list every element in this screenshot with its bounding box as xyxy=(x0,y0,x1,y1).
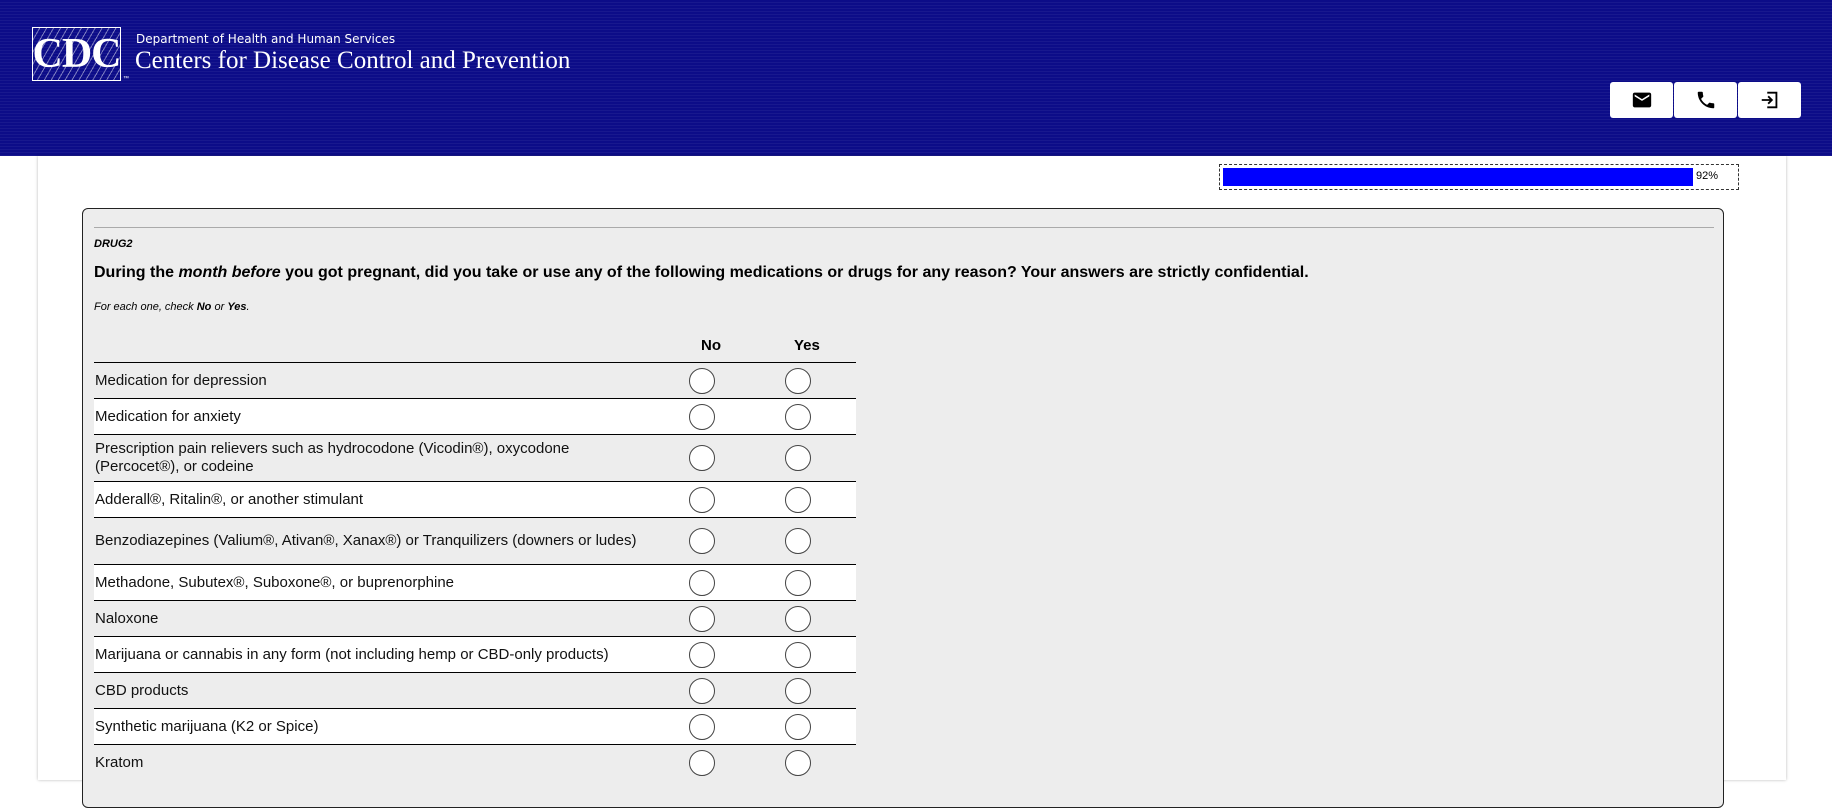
question-text-part1: During the xyxy=(94,264,179,281)
row-label: Synthetic marijuana (K2 or Spice) xyxy=(95,717,319,735)
mail-icon xyxy=(1631,89,1653,111)
question-text xyxy=(94,264,1309,282)
instr-part1: For each one, check xyxy=(94,301,197,313)
question-panel xyxy=(82,208,1724,808)
radio-no[interactable] xyxy=(689,528,715,554)
progress-bar xyxy=(1219,164,1739,190)
agency-name: Centers for Disease Control and Prevention xyxy=(135,47,571,74)
phone-button[interactable] xyxy=(1674,82,1737,118)
row-label: Medication for depression xyxy=(95,371,267,389)
radio-yes[interactable] xyxy=(785,678,811,704)
email-button[interactable] xyxy=(1610,82,1673,118)
site-header xyxy=(0,0,1832,156)
radio-yes[interactable] xyxy=(785,445,811,471)
matrix-row xyxy=(94,672,856,708)
radio-yes[interactable] xyxy=(785,570,811,596)
radio-no[interactable] xyxy=(689,487,715,513)
radio-no[interactable] xyxy=(689,606,715,632)
question-text-part2: you got pregnant, did you take or use any of the following medications or drugs for any reason? Your answers are strictly confidential. xyxy=(280,264,1309,281)
row-label: Methadone, Subutex®, Suboxone®, or buprenorphine xyxy=(95,573,455,591)
row-label: Prescription pain relievers such as hydrocodone (Vicodin®), oxycodone (Percocet®), or codeine xyxy=(95,440,570,475)
logo-trademark: ™ xyxy=(123,76,129,82)
row-label: Medication for anxiety xyxy=(95,407,241,425)
progress-fill xyxy=(1223,168,1693,186)
radio-no[interactable] xyxy=(689,570,715,596)
row-label: Marijuana or cannabis in any form (not including hemp or CBD-only products) xyxy=(95,645,609,663)
row-label: Naloxone xyxy=(95,609,159,627)
radio-yes[interactable] xyxy=(785,487,811,513)
radio-yes[interactable] xyxy=(785,750,811,776)
instr-end: . xyxy=(246,301,250,313)
radio-yes[interactable] xyxy=(785,368,811,394)
divider xyxy=(94,227,1714,228)
cdc-logo[interactable] xyxy=(32,27,121,81)
instr-or: or xyxy=(211,301,228,313)
radio-no[interactable] xyxy=(689,404,715,430)
exit-icon xyxy=(1759,89,1781,111)
radio-no[interactable] xyxy=(689,714,715,740)
radio-no[interactable] xyxy=(689,750,715,776)
radio-no[interactable] xyxy=(689,642,715,668)
department-name: Department of Health and Human Services xyxy=(136,32,396,46)
radio-yes[interactable] xyxy=(785,404,811,430)
answer-matrix xyxy=(94,362,856,780)
radio-yes[interactable] xyxy=(785,714,811,740)
radio-yes[interactable] xyxy=(785,528,811,554)
radio-no[interactable] xyxy=(689,368,715,394)
radio-no[interactable] xyxy=(689,445,715,471)
matrix-row xyxy=(94,517,856,564)
instr-yes: Yes xyxy=(227,301,247,313)
matrix-row xyxy=(94,481,856,517)
progress-label: 92% xyxy=(1696,170,1719,182)
exit-button[interactable] xyxy=(1738,82,1801,118)
matrix-row xyxy=(94,564,856,600)
logo-text: CDC xyxy=(32,31,121,77)
matrix-row xyxy=(94,362,856,398)
row-label: Kratom xyxy=(95,753,144,771)
matrix-row xyxy=(94,398,856,434)
matrix-row xyxy=(94,636,856,672)
radio-no[interactable] xyxy=(689,678,715,704)
matrix-row xyxy=(94,708,856,744)
matrix-row xyxy=(94,434,856,481)
matrix-row xyxy=(94,744,856,780)
row-label: CBD products xyxy=(95,681,189,699)
phone-icon xyxy=(1695,89,1717,111)
column-header-yes: Yes xyxy=(794,337,820,354)
column-header-no: No xyxy=(701,337,721,354)
radio-yes[interactable] xyxy=(785,606,811,632)
row-label: Adderall®, Ritalin®, or another stimulant xyxy=(95,490,364,508)
question-id: DRUG2 xyxy=(94,238,133,250)
question-instructions xyxy=(94,301,250,313)
instr-no: No xyxy=(196,301,212,313)
row-label: Benzodiazepines (Valium®, Ativan®, Xanax®) or Tranquilizers (downers or ludes) xyxy=(95,532,637,549)
question-text-emphasis: month before xyxy=(178,264,281,281)
matrix-row xyxy=(94,600,856,636)
radio-yes[interactable] xyxy=(785,642,811,668)
